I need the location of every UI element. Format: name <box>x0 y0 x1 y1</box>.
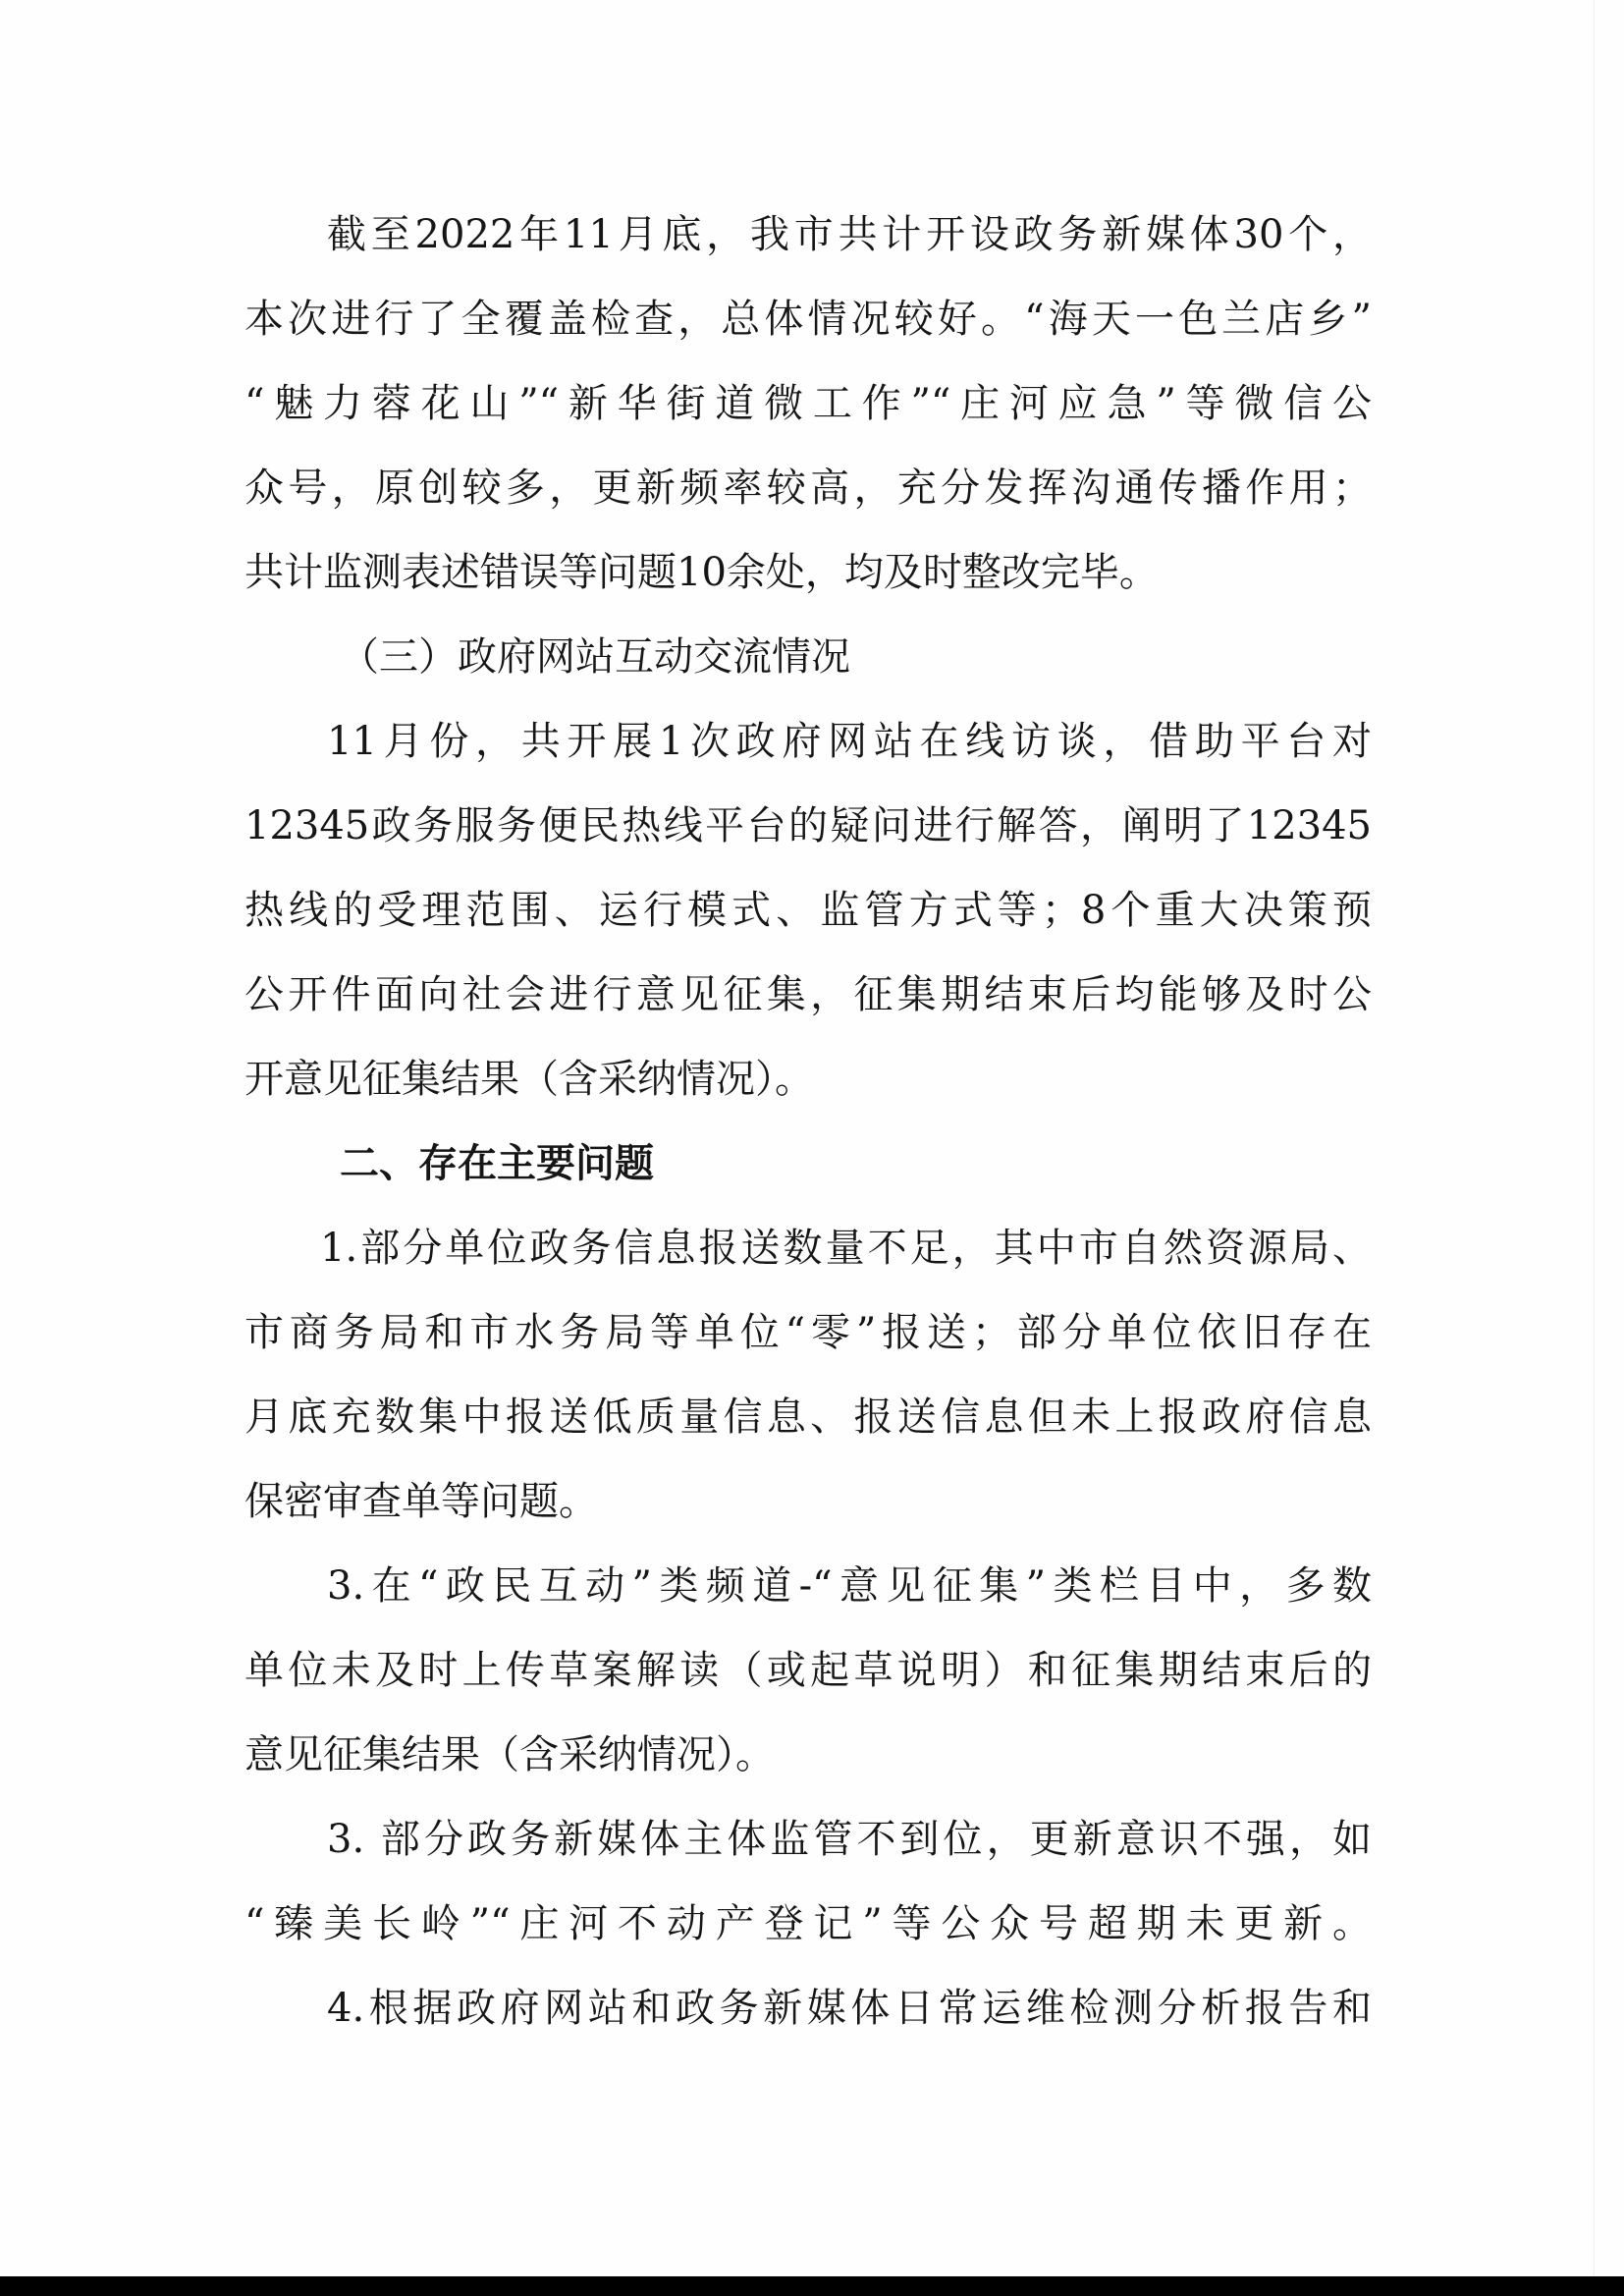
section-heading: 二、存在主要问题 <box>340 1141 654 1186</box>
paragraph-line: 1.部分单位政务信息报送数量不足，其中市自然资源局、 <box>320 1226 1372 1271</box>
section-subheading: （三）政府网站互动交流情况 <box>340 634 850 680</box>
paragraph-line: 众号，原创较多，更新频率较高，充分发挥沟通传播作用； <box>244 465 1372 511</box>
paragraph-line: 热线的受理范围、运行模式、监管方式等；8个重大决策预 <box>244 888 1372 933</box>
paragraph-line: 市商务局和市水务局等单位“零”报送；部分单位依旧存在 <box>244 1310 1372 1355</box>
paragraph-line: 本次进行了全覆盖检查，总体情况较好。“海天一色兰店乡” <box>244 297 1372 342</box>
paragraph-line: 11月份，共开展1次政府网站在线访谈，借助平台对 <box>327 719 1372 764</box>
paragraph-line: “臻美长岭”“庄河不动产登记”等公众号超期未更新。 <box>244 1901 1372 1946</box>
paragraph-line: 意见征集结果（含采纳情况）。 <box>244 1732 775 1777</box>
scan-edge <box>1594 0 1595 2276</box>
paragraph-line: 12345政务服务便民热线平台的疑问进行解答，阐明了12345 <box>244 803 1372 848</box>
scan-bottom-border <box>0 2276 1624 2296</box>
paragraph-line: 单位未及时上传草案解读（或起草说明）和征集期结束后的 <box>244 1648 1372 1693</box>
paragraph-line: 3.在“政民互动”类频道-“意见征集”类栏目中，多数 <box>327 1563 1372 1609</box>
paragraph-line: 开意见征集结果（含采纳情况）。 <box>244 1057 814 1102</box>
paragraph-line: “魅力蓉花山”“新华街道微工作”“庄河应急”等微信公 <box>244 381 1372 426</box>
paragraph-line: 保密审查单等问题。 <box>244 1479 598 1524</box>
paragraph-line: 4.根据政府网站和政务新媒体日常运维检测分析报告和 <box>327 1986 1372 2031</box>
paragraph-line: 公开件面向社会进行意见征集，征集期结束后均能够及时公 <box>244 972 1372 1017</box>
paragraph-line: 共计监测表述错误等问题10余处，均及时整改完毕。 <box>244 550 1159 595</box>
paragraph-line: 月底充数集中报送低质量信息、报送信息但未上报政府信息 <box>244 1394 1372 1440</box>
paragraph-line: 3. 部分政务新媒体主体监管不到位，更新意识不强，如 <box>327 1817 1372 1862</box>
paragraph-line: 截至2022年11月底，我市共计开设政务新媒体30个， <box>327 212 1372 257</box>
